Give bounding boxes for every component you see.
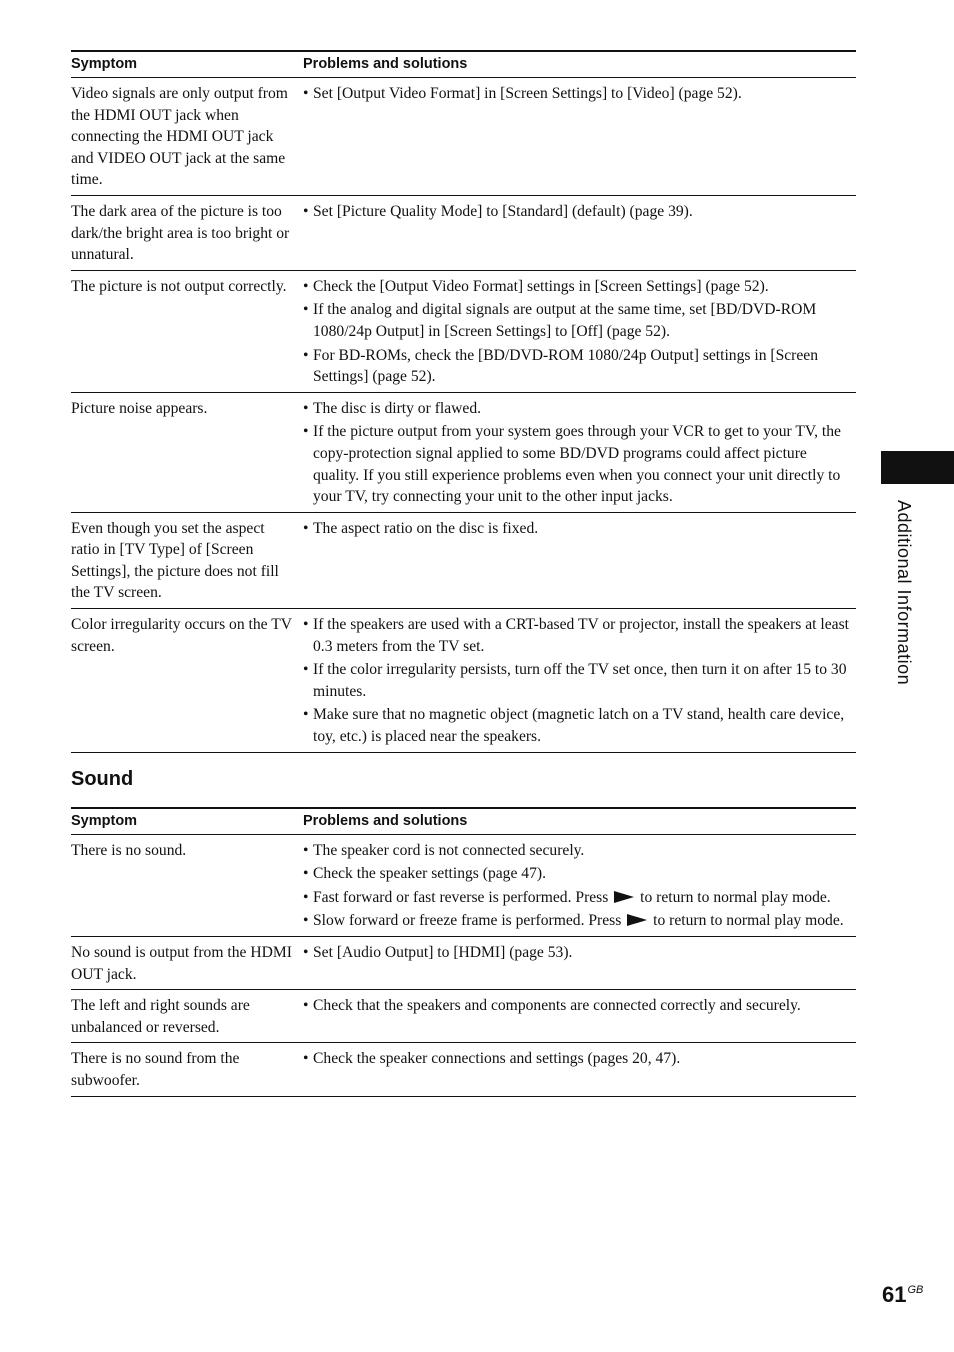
solution-text: Check the speaker connections and settings (pages 20, 47). (313, 1050, 681, 1068)
side-section-label: Additional Information (894, 500, 914, 686)
bullet-icon: • (303, 1050, 309, 1068)
solutions-cell (303, 195, 856, 270)
symptom-cell: The picture is not output correctly. (71, 270, 303, 392)
bullet-icon: • (303, 399, 309, 417)
solutions-list (303, 1048, 856, 1070)
solution-item (303, 863, 856, 885)
solution-text: If the color irregularity persists, turn off the TV set once, then turn it on after 15 to 30 minutes. (313, 661, 847, 700)
solution-item (303, 659, 856, 702)
solutions-cell (303, 1043, 856, 1096)
bullet-icon: • (303, 277, 309, 295)
bullet-icon: • (303, 85, 309, 102)
solution-text: For BD-ROMs, check the [BD/DVD-ROM 1080/24p Output] settings in [Screen Settings] (page 52). (313, 346, 819, 386)
play-icon (627, 914, 647, 926)
symptom-cell: The left and right sounds are unbalanced or reversed. (71, 990, 303, 1043)
solution-text: The speaker cord is not connected securely. (313, 841, 585, 859)
solution-item (303, 299, 856, 342)
symptom-cell: No sound is output from the HDMI OUT jack. (71, 937, 303, 990)
solution-item (303, 398, 856, 420)
solution-text: If the speakers are used with a CRT-based TV or projector, install the speakers at least 0.3 meters from the TV set. (313, 616, 849, 655)
solution-item (303, 704, 856, 747)
solutions-cell (303, 78, 856, 196)
table-row (71, 937, 856, 990)
page-number-suffix: GB (907, 1284, 924, 1296)
symptom-cell: Even though you set the aspect ratio in [TV Type] of [Screen Settings], the picture does not fill the TV screen. (71, 512, 303, 608)
solution-item (303, 942, 856, 964)
solutions-list (303, 83, 856, 105)
troubleshooting-table-sound (71, 807, 856, 1097)
solution-item (303, 840, 856, 862)
solutions-list (303, 398, 856, 508)
solution-text: If the analog and digital signals are output at the same time, set [BD/DVD-ROM 1080/24p Output] in [Screen Settings] to [Off] (page 52). (313, 301, 817, 340)
solution-text: to return to normal play mode. (653, 912, 844, 930)
solutions-cell (303, 270, 856, 392)
bullet-icon: • (303, 661, 309, 679)
solutions-cell (303, 834, 856, 936)
symptom-cell: Video signals are only output from the HDMI OUT jack when connecting the HDMI OUT jack and VIDEO OUT jack at the same time. (71, 78, 303, 196)
solution-item (303, 614, 856, 657)
bullet-icon: • (303, 423, 309, 441)
bullet-icon: • (303, 865, 309, 883)
table-row (71, 1043, 856, 1096)
page-number (882, 1282, 923, 1308)
solution-text: Set [Picture Quality Mode] to [Standard] (default) (page 39). (313, 202, 693, 220)
solutions-cell (303, 512, 856, 608)
table-row (71, 270, 856, 392)
table-body (71, 834, 856, 1096)
bullet-icon: • (303, 616, 309, 634)
table-row (71, 834, 856, 936)
solution-text: Check that the speakers and components are connected correctly and securely. (313, 997, 801, 1015)
bullet-icon: • (303, 346, 309, 364)
troubleshooting-table-picture (71, 50, 856, 753)
solution-text: Check the [Output Video Format] settings in [Screen Settings] (page 52). (313, 277, 769, 295)
solution-text: If the picture output from your system goes through your VCR to get to your TV, the copy-protection signal applied to some BD/DVD programs could affect picture quality. If you still experience problems even when you connect your unit directly to your TV, try connecting your unit to the other input jacks. (313, 423, 841, 506)
symptom-cell: There is no sound. (71, 834, 303, 936)
bullet-icon: • (303, 301, 309, 319)
bullet-icon: • (303, 912, 309, 930)
symptom-cell: The dark area of the picture is too dark/the bright area is too bright or unnatural. (71, 195, 303, 270)
table-row (71, 990, 856, 1043)
solution-item (303, 201, 856, 223)
bullet-icon: • (303, 202, 309, 220)
solution-text: Fast forward or fast reverse is performed. Press (313, 888, 609, 906)
play-icon (614, 891, 634, 903)
solution-text: Slow forward or freeze frame is performed. Press (313, 912, 622, 930)
solution-item (303, 518, 856, 540)
solution-text: Set [Audio Output] to [HDMI] (page 53). (313, 944, 573, 961)
solution-item (303, 995, 856, 1017)
page-number-value: 61 (882, 1282, 907, 1307)
solution-text: The disc is dirty or flawed. (313, 399, 482, 417)
table-row (71, 195, 856, 270)
solutions-list (303, 942, 856, 964)
table-header-row (71, 808, 856, 835)
header-solutions: Problems and solutions (303, 808, 856, 835)
page-content (71, 50, 856, 1097)
solution-item (303, 1048, 856, 1070)
solution-item (303, 276, 856, 298)
bullet-icon: • (303, 841, 309, 859)
table-row (71, 512, 856, 608)
table-header-row (71, 51, 856, 78)
section-tab-marker (881, 451, 954, 484)
symptom-cell: Picture noise appears. (71, 392, 303, 512)
bullet-icon: • (303, 997, 309, 1015)
solution-text: Make sure that no magnetic object (magnetic latch on a TV stand, health care device, toy, etc.) is placed near the speakers. (313, 706, 845, 746)
solution-text: Set [Output Video Format] in [Screen Settings] to [Video] (page 52). (313, 85, 742, 102)
bullet-icon: • (303, 519, 309, 537)
section-title-sound: Sound (71, 767, 134, 790)
solution-item (303, 421, 856, 507)
solutions-cell (303, 990, 856, 1043)
solution-item (303, 345, 856, 388)
solution-item (303, 83, 856, 105)
header-symptom: Symptom (71, 808, 303, 835)
table-row (71, 609, 856, 753)
symptom-cell: Color irregularity occurs on the TV screen. (71, 609, 303, 753)
solutions-list (303, 201, 856, 223)
solution-text: Check the speaker settings (page 47). (313, 865, 546, 883)
solutions-list (303, 518, 856, 540)
solutions-list (303, 840, 856, 932)
bullet-icon: • (303, 706, 309, 724)
solutions-list (303, 995, 856, 1017)
solution-item (303, 910, 856, 932)
symptom-cell: There is no sound from the subwoofer. (71, 1043, 303, 1096)
bullet-icon: • (303, 944, 309, 961)
table-body (71, 78, 856, 753)
header-solutions: Problems and solutions (303, 51, 856, 78)
solutions-list (303, 614, 856, 748)
solutions-list (303, 276, 856, 388)
table-row (71, 392, 856, 512)
solutions-cell (303, 609, 856, 753)
solution-text: The aspect ratio on the disc is fixed. (313, 519, 539, 537)
solutions-cell (303, 392, 856, 512)
solution-text: to return to normal play mode. (640, 888, 831, 906)
solution-item (303, 887, 856, 909)
bullet-icon: • (303, 888, 309, 906)
table-row (71, 78, 856, 196)
solutions-cell (303, 937, 856, 990)
header-symptom: Symptom (71, 51, 303, 78)
